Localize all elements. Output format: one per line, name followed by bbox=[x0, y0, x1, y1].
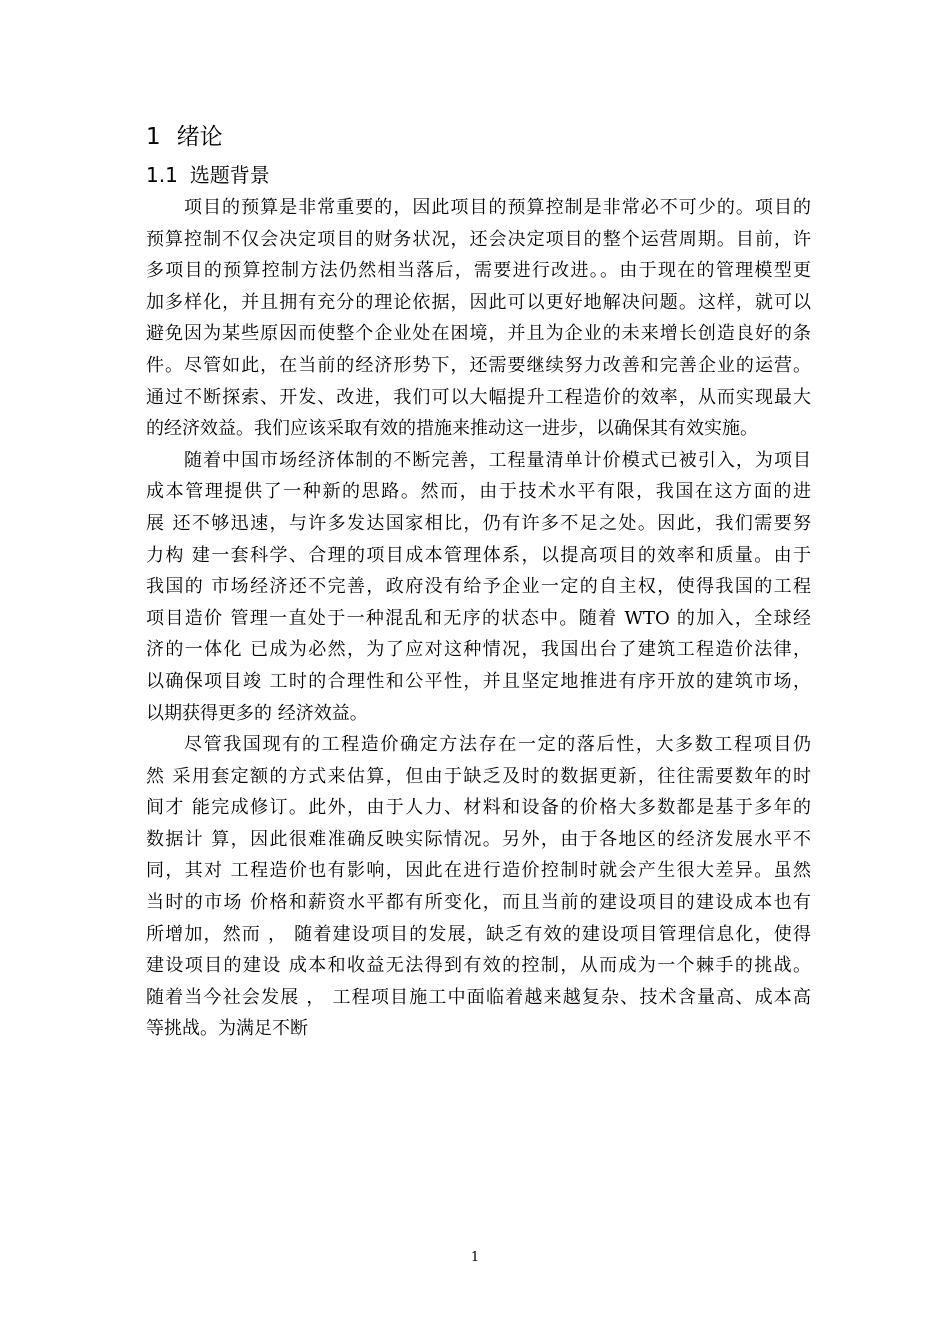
paragraph-line: 等挑战。为满足不断 bbox=[146, 1018, 308, 1040]
paragraph-line: 件。尽管如此，在当前的经济形势下，还需要继续努力改善和完善企业的运营。 bbox=[146, 354, 811, 376]
chapter-title: 绪论 bbox=[176, 124, 223, 150]
paragraph bbox=[146, 729, 811, 1045]
paragraph-line: 多项目的预算控制方法仍然相当落后，需要进行改进。。由于现在的管理模型更 bbox=[146, 260, 811, 282]
paragraph-line: 成本管理提供了一种新的思路。然而，由于技术水平有限，我国在这方面的进 bbox=[146, 481, 811, 503]
chapter-heading bbox=[146, 120, 811, 154]
paragraph-line: 以确保项目竣 工时的合理性和公平性，并且坚定地推进有序开放的建筑市场， bbox=[146, 670, 811, 692]
paragraph bbox=[146, 192, 811, 445]
paragraph-line: 济的一体化 已成为必然，为了应对这种情况，我国出台了建筑工程造价法律， bbox=[146, 639, 811, 661]
page-content bbox=[146, 120, 811, 1045]
paragraph-line: 随着当今社会发展 ， 工程项目施工中面临着越来越复杂、技术含量高、成本高 bbox=[146, 986, 811, 1008]
paragraph-line: 数据计 算，因此很难准确反映实际情况。另外，由于各地区的经济发展水平不 bbox=[146, 828, 811, 850]
paragraph-line: 间才 能完成修订。此外，由于人力、材料和设备的价格大多数都是基于多年的 bbox=[146, 797, 811, 819]
paragraph-line: 项目造价 管理一直处于一种混乱和无序的状态中。随着 WTO 的加入，全球经 bbox=[146, 607, 811, 629]
paragraph-line: 加多样化，并且拥有充分的理论依据，因此可以更好地解决问题。这样，就可以 bbox=[146, 291, 811, 313]
paragraph-line: 然 采用套定额的方式来估算，但由于缺乏及时的数据更新，往往需要数年的时 bbox=[146, 765, 811, 787]
paragraph-line: 建设项目的建设 成本和收益无法得到有效的控制，从而成为一个棘手的挑战。 bbox=[146, 955, 811, 977]
paragraph-line: 以期获得更多的 经济效益。 bbox=[146, 702, 368, 724]
paragraph-line: 通过不断探索、开发、改进，我们可以大幅提升工程造价的效率，从而实现最大 bbox=[146, 386, 811, 408]
paragraph bbox=[146, 445, 811, 729]
body-text bbox=[146, 192, 811, 1045]
paragraph-line: 展 还不够迅速，与许多发达国家相比，仍有许多不足之处。因此，我们需要努 bbox=[146, 512, 811, 534]
paragraph-line: 尽管我国现有的工程造价确定方法存在一定的落后性，大多数工程项目仍 bbox=[184, 734, 811, 756]
section-number: 1.1 bbox=[146, 163, 178, 187]
page-number: 1 bbox=[470, 1250, 480, 1265]
paragraph-line: 所增加，然而 ， 随着建设项目的发展，缺乏有效的建设项目管理信息化，使得 bbox=[146, 923, 811, 945]
paragraph-line: 同，其对 工程造价也有影响，因此在进行造价控制时就会产生很大差异。虽然 bbox=[146, 860, 811, 882]
section-heading bbox=[146, 160, 811, 190]
paragraph-line: 避免因为某些原因而使整个企业处在困境，并且为企业的未来增长创造良好的条 bbox=[146, 323, 811, 345]
paragraph-line: 的经济效益。我们应该采取有效的措施来推动这一进步，以确保其有效实施。 bbox=[146, 418, 758, 440]
paragraph-line: 我国的 市场经济还不完善，政府没有给予企业一定的自主权，使得我国的工程 bbox=[146, 576, 811, 598]
paragraph-line: 力构 建一套科学、合理的项目成本管理体系，以提高项目的效率和质量。由于 bbox=[146, 544, 811, 566]
paragraph-line: 预算控制不仅会决定项目的财务状况，还会决定项目的整个运营周期。目前，许 bbox=[146, 228, 811, 250]
paragraph-line: 当时的市场 价格和薪资水平都有所变化，而且当前的建设项目的建设成本也有 bbox=[146, 892, 811, 914]
section-title: 选题背景 bbox=[189, 163, 270, 187]
paragraph-line: 随着中国市场经济体制的不断完善，工程量清单计价模式已被引入，为项目 bbox=[184, 449, 811, 471]
paragraph-line: 项目的预算是非常重要的，因此项目的预算控制是非常必不可少的。项目的 bbox=[184, 197, 811, 218]
chapter-number: 1 bbox=[146, 124, 161, 150]
